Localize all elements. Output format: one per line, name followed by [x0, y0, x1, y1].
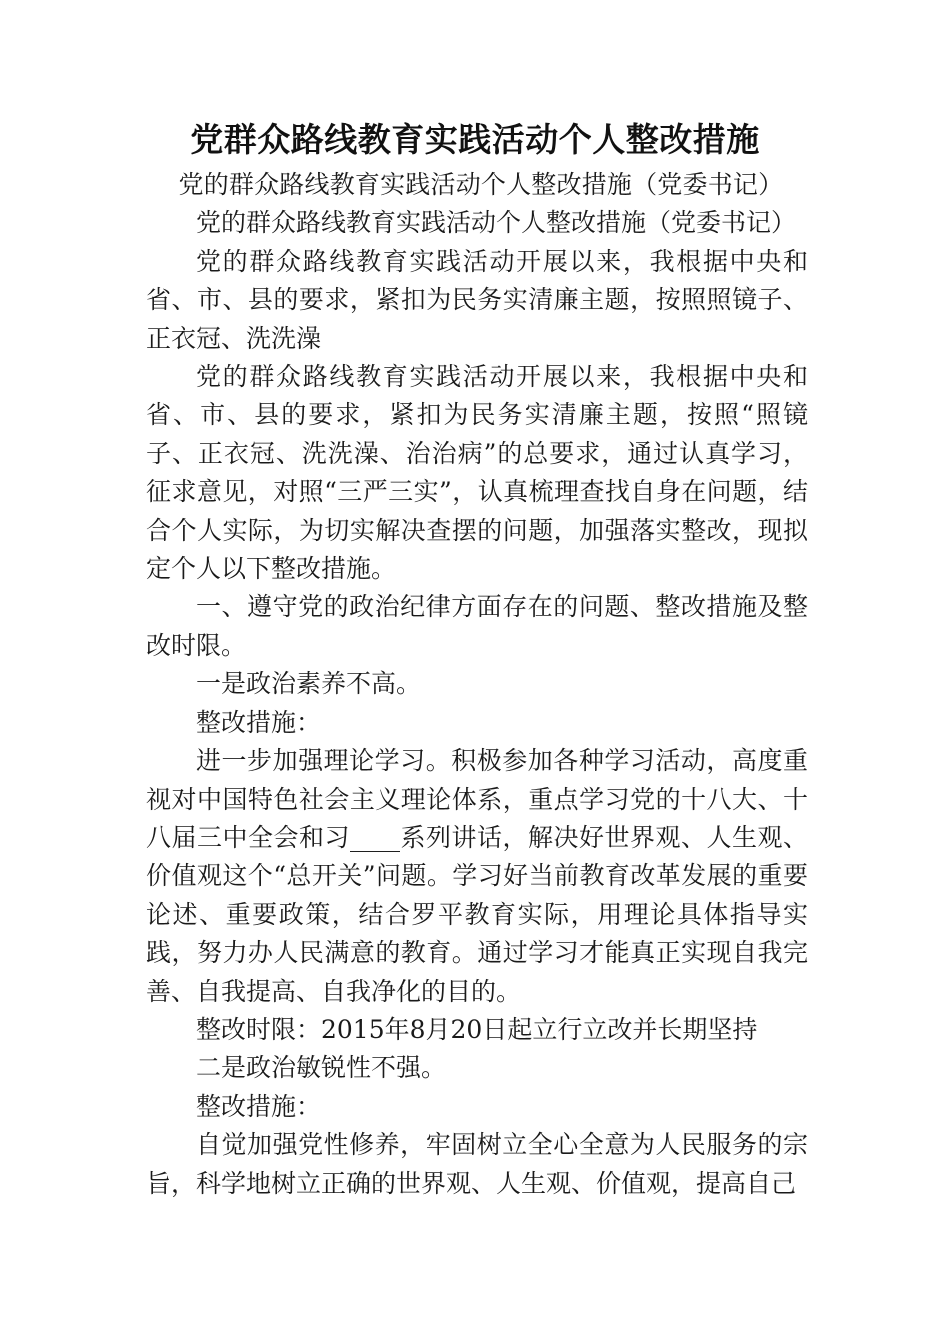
document-body: [146, 166, 808, 1203]
subtitle-line: 党的群众路线教育实践活动个人整改措施（党委书记）: [178, 170, 784, 199]
measures-label-2: 整改措施：: [196, 1091, 322, 1121]
intro-paragraph-truncated: 党的群众路线教育实践活动开展以来，我根据中央和省、市、县的要求，紧扣为民务实清廉主题，按照照镜子、正衣冠、洗洗澡: [146, 246, 808, 353]
intro-paragraph: 党的群众路线教育实践活动开展以来，我根据中央和省、市、县的要求，紧扣为民务实清廉主题，按照“照镜子、正衣冠、洗洗澡、治治病”的总要求，通过认真学习，征求意见，对照“三严三实”，认真梳理查找自身在问题，结合个人实际，为切实解决查摆的问题，加强落实整改，现拟定个人以下整改措施。: [146, 362, 808, 584]
measures-paragraph-2: 自觉加强党性修养，牢固树立全心全意为人民服务的宗旨，科学地树立正确的世界观、人生观、价值观，提高自己: [146, 1130, 808, 1198]
issue-heading-1: 一是政治素养不高。: [196, 669, 422, 699]
deadline-line-1: 整改时限：2015年8月20日起立行立改并长期坚持: [196, 1014, 758, 1044]
document-title: 党群众路线教育实践活动个人整改措施: [190, 120, 760, 159]
subtitle-line-repeat: 党的群众路线教育实践活动个人整改措施（党委书记）: [196, 208, 797, 238]
issue-heading-2: 二是政治敏锐性不强。: [196, 1053, 447, 1083]
measures-paragraph-1: 进一步加强理论学习。积极参加各种学习活动，高度重视对中国特色社会主义理论体系，重点学习党的十八大、十八届三中全会和习____系列讲话，解决好世界观、人生观、价值观这个“总开关”问题。学习好当前教育改革发展的重要论述、重要政策，结合罗平教育实际，用理论具体指导实践，努力办人民满意的教育。通过学习才能真正实现自我完善、自我提高、自我净化的目的。: [146, 746, 808, 1006]
measures-label-1: 整改措施：: [196, 707, 322, 737]
section-heading-1: 一、遵守党的政治纪律方面存在的问题、整改措施及整改时限。: [146, 592, 808, 660]
